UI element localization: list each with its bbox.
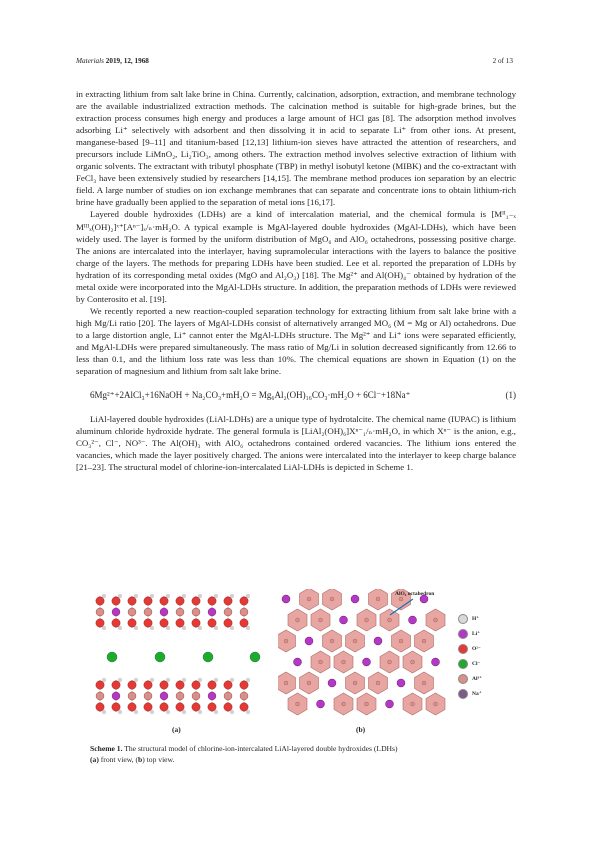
label-a: (a) bbox=[172, 725, 181, 734]
article-body bbox=[76, 88, 516, 473]
lithium-vacancy-ion bbox=[340, 616, 348, 624]
hydrogen-atom bbox=[134, 626, 137, 629]
atom bbox=[96, 692, 104, 700]
atom bbox=[160, 608, 168, 616]
aluminium-atom bbox=[399, 597, 403, 601]
atom bbox=[96, 608, 104, 616]
hydrogen-atom bbox=[118, 678, 121, 681]
hydrogen-atom bbox=[166, 678, 169, 681]
atom bbox=[96, 681, 104, 689]
aluminium-atom bbox=[434, 618, 438, 622]
legend-label: O²⁻ bbox=[472, 645, 481, 652]
hydrogen-atom bbox=[102, 626, 105, 629]
lithium-vacancy-ion bbox=[317, 700, 325, 708]
caption-label-b: b bbox=[138, 755, 143, 764]
hydrogen-atom bbox=[118, 594, 121, 597]
legend-label: Na⁺ bbox=[472, 690, 482, 697]
legend-item bbox=[458, 656, 513, 671]
atom bbox=[112, 681, 120, 689]
lithium-vacancy-ion bbox=[305, 637, 313, 645]
atom bbox=[240, 619, 248, 627]
aluminium-atom bbox=[353, 639, 357, 643]
aluminium-atom bbox=[307, 681, 311, 685]
atom bbox=[160, 681, 168, 689]
atom bbox=[128, 703, 136, 711]
aluminium-atom bbox=[422, 681, 426, 685]
legend-swatch bbox=[458, 674, 468, 684]
hydrogen-atom bbox=[182, 710, 185, 713]
aluminium-atom bbox=[411, 702, 415, 706]
hydrogen-atom bbox=[246, 626, 249, 629]
aluminium-atom bbox=[353, 681, 357, 685]
atom bbox=[112, 597, 120, 605]
aluminium-atom bbox=[319, 660, 323, 664]
hydrogen-atom bbox=[214, 678, 217, 681]
aluminium-atom bbox=[342, 702, 346, 706]
atom bbox=[192, 597, 200, 605]
atom bbox=[128, 608, 136, 616]
equation-number: (1) bbox=[505, 390, 516, 401]
atom bbox=[112, 619, 120, 627]
atom bbox=[224, 619, 232, 627]
atom bbox=[112, 608, 120, 616]
atom bbox=[144, 597, 152, 605]
atom bbox=[208, 619, 216, 627]
hydrogen-atom bbox=[198, 678, 201, 681]
atom bbox=[224, 703, 232, 711]
hydrogen-atom bbox=[150, 678, 153, 681]
legend-label: H⁺ bbox=[472, 615, 480, 622]
equation-1 bbox=[90, 389, 516, 401]
hydrogen-atom bbox=[230, 626, 233, 629]
hydrogen-atom bbox=[118, 710, 121, 713]
lithium-vacancy-ion bbox=[282, 595, 290, 603]
hydrogen-atom bbox=[230, 710, 233, 713]
hydrogen-atom bbox=[198, 594, 201, 597]
atom bbox=[144, 703, 152, 711]
atom bbox=[96, 597, 104, 605]
atom bbox=[192, 681, 200, 689]
lithium-vacancy-ion bbox=[328, 679, 336, 687]
atom bbox=[144, 681, 152, 689]
legend-item bbox=[458, 626, 513, 641]
atom bbox=[144, 619, 152, 627]
atom bbox=[240, 597, 248, 605]
atom bbox=[240, 692, 248, 700]
hydrogen-atom bbox=[134, 678, 137, 681]
hydrogen-atom bbox=[150, 626, 153, 629]
atom bbox=[176, 681, 184, 689]
atom bbox=[240, 608, 248, 616]
atom bbox=[160, 692, 168, 700]
aluminium-atom bbox=[399, 639, 403, 643]
atom bbox=[208, 608, 216, 616]
hydrogen-atom bbox=[166, 626, 169, 629]
atom bbox=[208, 681, 216, 689]
legend-swatch bbox=[458, 629, 468, 639]
page-number: 2 of 13 bbox=[492, 57, 513, 65]
aluminium-atom bbox=[319, 618, 323, 622]
atom bbox=[224, 597, 232, 605]
atom bbox=[224, 692, 232, 700]
top-view-diagram bbox=[278, 589, 448, 729]
hydrogen-atom bbox=[214, 710, 217, 713]
legend-label: Li⁺ bbox=[472, 630, 481, 637]
hydrogen-atom bbox=[182, 678, 185, 681]
aluminium-atom bbox=[422, 639, 426, 643]
hydrogen-atom bbox=[230, 594, 233, 597]
legend-item bbox=[458, 611, 513, 626]
atom bbox=[128, 597, 136, 605]
lithium-vacancy-ion bbox=[351, 595, 359, 603]
lithium-vacancy-ion bbox=[386, 700, 394, 708]
hydrogen-atom bbox=[198, 710, 201, 713]
hydrogen-atom bbox=[198, 626, 201, 629]
aluminium-atom bbox=[307, 597, 311, 601]
aluminium-atom bbox=[365, 618, 369, 622]
atom bbox=[208, 692, 216, 700]
figure-legend bbox=[458, 611, 513, 701]
hydrogen-atom bbox=[102, 710, 105, 713]
atom bbox=[192, 619, 200, 627]
lithium-vacancy-ion bbox=[374, 637, 382, 645]
atom bbox=[176, 692, 184, 700]
lithium-vacancy-ion bbox=[432, 658, 440, 666]
hydrogen-atom bbox=[166, 594, 169, 597]
atom bbox=[112, 703, 120, 711]
legend-item bbox=[458, 641, 513, 656]
atom bbox=[128, 692, 136, 700]
legend-item bbox=[458, 686, 513, 701]
chloride-ion bbox=[250, 652, 260, 662]
legend-swatch bbox=[458, 644, 468, 654]
paragraph-4: LiAl-layered double hydroxides (LiAl-LDHs) are a unique type of hydrotalcite. The chemical name (IUPAC) is lithium aluminum chloride hydroxide hydrate. The general formula is [LiAl₂(OH)₆]Xⁿ⁻₁/ₙ·mH₂O, in which Xⁿ⁻ is the anion, e.g., CO₃²⁻, Cl⁻, NO³⁻. The Al(OH)₃ with AlO₆ octahedrons contained ordered vacancies. The lithium ions entered the vacancies, which made the layer positively charged. The anions were intercalated into the interlayer to keep charge balance [21–23]. The structural model of chlorine-ion-intercalated LiAl-LDHs is depicted in Scheme 1. bbox=[76, 414, 516, 473]
aluminium-atom bbox=[342, 660, 346, 664]
atom bbox=[96, 703, 104, 711]
hydrogen-atom bbox=[150, 710, 153, 713]
hydrogen-atom bbox=[134, 594, 137, 597]
atom bbox=[144, 608, 152, 616]
legend-swatch bbox=[458, 614, 468, 624]
hydrogen-atom bbox=[166, 710, 169, 713]
aluminium-atom bbox=[365, 702, 369, 706]
hydrogen-atom bbox=[150, 594, 153, 597]
atom bbox=[176, 619, 184, 627]
hydrogen-atom bbox=[102, 678, 105, 681]
atom bbox=[96, 619, 104, 627]
aluminium-atom bbox=[284, 639, 288, 643]
atom bbox=[112, 692, 120, 700]
hydrogen-atom bbox=[134, 710, 137, 713]
hydrogen-atom bbox=[230, 678, 233, 681]
legend-item bbox=[458, 671, 513, 686]
aluminium-atom bbox=[376, 597, 380, 601]
atom bbox=[160, 703, 168, 711]
lithium-vacancy-ion bbox=[294, 658, 302, 666]
figure-annotation: AlO₆ octahedron bbox=[395, 591, 435, 597]
hydrogen-atom bbox=[214, 594, 217, 597]
hydrogen-atom bbox=[102, 594, 105, 597]
aluminium-atom bbox=[296, 618, 300, 622]
legend-swatch bbox=[458, 689, 468, 699]
hydrogen-atom bbox=[118, 626, 121, 629]
aluminium-atom bbox=[376, 681, 380, 685]
hydrogen-atom bbox=[182, 594, 185, 597]
atom bbox=[192, 703, 200, 711]
atom bbox=[224, 681, 232, 689]
hydrogen-atom bbox=[182, 626, 185, 629]
caption-label-a: (a) bbox=[90, 755, 99, 764]
aluminium-atom bbox=[330, 639, 334, 643]
caption-text: The structural model of chlorine-ion-intercalated LiAl-layered double hydroxides (LDHs) bbox=[122, 744, 398, 753]
label-b: (b) bbox=[356, 725, 366, 734]
aluminium-atom bbox=[434, 702, 438, 706]
atom bbox=[176, 608, 184, 616]
front-view-diagram bbox=[90, 589, 265, 729]
hydrogen-atom bbox=[246, 594, 249, 597]
hydrogen-atom bbox=[214, 626, 217, 629]
caption-mid: front view, ( bbox=[98, 755, 139, 764]
legend-label: Cl⁻ bbox=[472, 660, 481, 667]
atom bbox=[240, 681, 248, 689]
hydrogen-atom bbox=[246, 710, 249, 713]
atom bbox=[192, 608, 200, 616]
atom bbox=[224, 608, 232, 616]
lithium-vacancy-ion bbox=[409, 616, 417, 624]
scheme-1-figure bbox=[90, 589, 515, 739]
caption-end: ) top view. bbox=[142, 755, 175, 764]
atom bbox=[144, 692, 152, 700]
chloride-ion bbox=[107, 652, 117, 662]
legend-swatch bbox=[458, 659, 468, 669]
hydrogen-atom bbox=[246, 678, 249, 681]
aluminium-atom bbox=[388, 660, 392, 664]
paragraph-3: We recently reported a new reaction-coupled separation technology for extracting lithium from salt lake brine with a high Mg/Li ratio [20]. The layers of MgAl-LDHs consist of alternatively arranged MO₆ (M = Mg or Al) octahedrons. Due to a large distortion angle, Li⁺ cannot enter the MgAl-LDHs structure. The Mg²⁺ and Li⁺ ions were separated efficiently, and MgAl-LDHs were prepared simultaneously. The mass ratio of Mg/Li in solution decreased significantly from 12.66 to less than 0.1, and the lithium loss rate was less than 10%. The chemical equations are shown in Equation (1) on the separation of magnesium and lithium from salt lake brine. bbox=[76, 305, 516, 377]
aluminium-atom bbox=[388, 618, 392, 622]
aluminium-atom bbox=[411, 660, 415, 664]
scheme-caption bbox=[90, 743, 510, 765]
journal-citation: Materials 2019, 12, 1968 bbox=[76, 57, 149, 65]
atom bbox=[128, 619, 136, 627]
paragraph-1: in extracting lithium from salt lake brine in China. Currently, calcination, adsorption, extraction, and membrane technology are the available industrialized extraction methods. The calcination method is suitable for high-grade brines, but the extraction process consumes high energy and produces a large amount of HCl gas [8]. The adsorption method involves adsorbing Li⁺ selectively with adsorbent and then dissolving it in acid to separate Li⁺ from other ions. At present, manganese-based [9–11] and titanium-based [12,13] lithium-ion sieves have attracted the attention of researchers, and precursors include LiMnO₂, Li₂TiO₃, among others. The extraction method involves selective extraction of lithium with organic solvents. The extractant with tributyl phosphate (TBP) in methyl isobutyl ketone (MIBK) and the co-extractant with FeCl₃ have been extensively studied by researchers [14,15]. The membrane method produces ion separation by an electric field. A large number of studies on ion exchange membranes that can separate and concentrate ions to obtain lithium-rich brine have gradually been applied to the separation of metal ions [16,17]. bbox=[76, 89, 516, 208]
aluminium-atom bbox=[284, 681, 288, 685]
chloride-ion bbox=[155, 652, 165, 662]
atom bbox=[160, 597, 168, 605]
atom bbox=[176, 703, 184, 711]
atom bbox=[192, 692, 200, 700]
aluminium-atom bbox=[296, 702, 300, 706]
paragraph-2: Layered double hydroxides (LDHs) are a kind of intercalation material, and the chemical formula is [Mᴵᴵ₁₋ₓ Mᴵᴵᴵₓ(OH)₂]ˣ⁺[Aⁿ⁻]ₓ/ₙ·mH₂O. A typical example is MgAl-layered double hydroxides (MgAl-LDHs), which have been widely used. The layer is formed by the uniform distribution of MgO₆ and AlO₆ octahedrons, possessing positive charge. The anions are intercalated into the interlayer, having supramolecular interactions with the layers to balance the positive charge of the layers. The methods for preparing LDHs have been studied. Lee et al. reported the preparation of LDHs by hydration of its corresponding metal oxides (MgO and Al₂O₃) [18]. The Mg²⁺ and Al(OH)₄⁻ obtained by hydration of the metal oxide were incorporated into the MgAl-LDHs structure. In addition, the preparation methods of LDHs were reviewed by Conterosito et al. [19]. bbox=[76, 209, 516, 304]
page-header bbox=[76, 57, 513, 69]
atom bbox=[176, 597, 184, 605]
atom bbox=[208, 703, 216, 711]
aluminium-atom bbox=[330, 597, 334, 601]
atom bbox=[160, 619, 168, 627]
atom bbox=[208, 597, 216, 605]
caption-title: Scheme 1. bbox=[90, 744, 123, 753]
lithium-vacancy-ion bbox=[363, 658, 371, 666]
lithium-vacancy-ion bbox=[397, 679, 405, 687]
equation-text: 6Mg²⁺+2AlCl₃+16NaOH + Na₂CO₃+mH₂O = Mg₆Al₂(OH)₁₆CO₃·mH₂O + 6Cl⁻+18Na⁺ bbox=[90, 390, 411, 401]
atom bbox=[240, 703, 248, 711]
legend-label: Al³⁺ bbox=[472, 675, 483, 682]
atom bbox=[128, 681, 136, 689]
chloride-ion bbox=[203, 652, 213, 662]
